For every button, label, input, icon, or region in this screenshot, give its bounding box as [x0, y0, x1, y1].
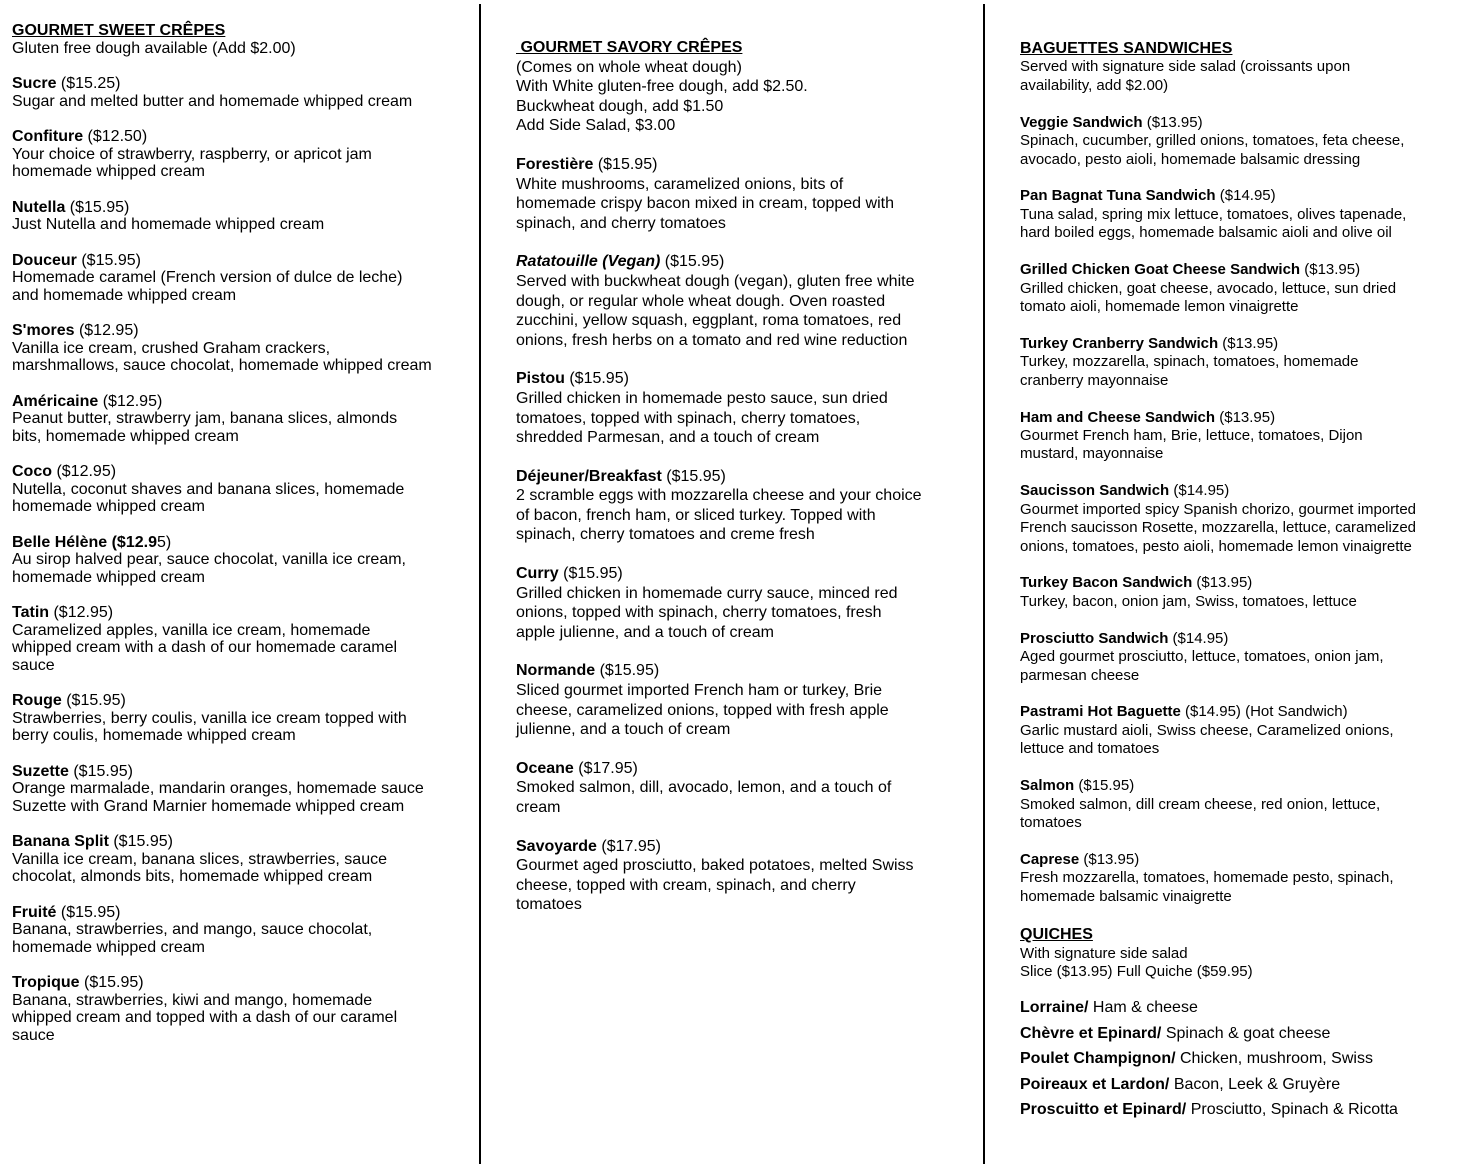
menu-item-title: [516, 837, 976, 857]
menu-item-name: Normande: [516, 662, 596, 680]
menu-item: [516, 564, 976, 642]
menu-item-price: ($13.95): [1218, 334, 1279, 352]
menu-item: [12, 534, 472, 587]
menu-item: [12, 393, 472, 446]
sweet-crepes-list: [12, 75, 472, 1044]
intro-line: Served with signature side salad (croissants upon: [1020, 58, 1351, 76]
menu-item-description: Grilled chicken, goat cheese, avocado, lettuce, sun dried tomato aioli, homemade lemon vinaigrette: [1020, 279, 1397, 315]
menu-item-description: Peanut butter, strawberry jam, banana slices, almonds bits, homemade whipped cream: [12, 410, 398, 445]
menu-item-price: ($12.95): [74, 322, 139, 339]
menu-item-description: Sliced gourmet imported French ham or turkey, Brie cheese, caramelized onions, topped with fresh apple julienne, and a touch of cream: [516, 682, 889, 739]
menu-item: [12, 763, 472, 816]
intro-line: availability, add $2.00): [1020, 76, 1169, 94]
menu-item-price: ($12.50): [83, 128, 148, 145]
quiche-item: [1020, 1097, 1465, 1123]
menu-item: [1020, 187, 1465, 242]
menu-item-name: Belle Hélène ($12.9: [12, 533, 157, 551]
menu-item-title: [12, 463, 472, 481]
menu-item-title: [1020, 261, 1465, 279]
menu-item-name: Salmon: [1020, 777, 1075, 795]
menu-item-price: ($12.95): [52, 463, 117, 480]
quiches-list: [1020, 995, 1465, 1123]
menu-item-title: [12, 322, 472, 340]
menu-item-description: Grilled chicken in homemade pesto sauce, sun dried tomatoes, topped with spinach, cherry tomatoes, shredded Parmesan, and a touch of cream: [516, 389, 888, 447]
menu-item: [516, 252, 976, 350]
quiche-item: [1020, 1072, 1465, 1098]
menu-item-description: Gourmet aged prosciutto, baked potatoes, melted Swiss cheese, topped with cream, spinach, and cherry tomatoes: [516, 857, 914, 914]
menu-item-price: ($15.95): [558, 565, 623, 583]
quiche-item: [1020, 995, 1465, 1021]
menu-item-name: Américaine: [12, 392, 99, 410]
menu-item-name: Grilled Chicken Goat Cheese Sandwich: [1020, 261, 1301, 279]
menu-item-title: [12, 692, 472, 710]
menu-item-price: ($14.95) (Hot Sandwich): [1180, 703, 1348, 721]
quiche-description: Prosciutto, Spinach & Ricotta: [1186, 1101, 1398, 1119]
menu-item-description: Your choice of strawberry, raspberry, or apricot jam homemade whipped cream: [12, 145, 372, 180]
menu-item: [516, 155, 976, 233]
menu-item-price: ($14.95): [1169, 482, 1230, 500]
menu-item: [12, 604, 472, 674]
menu-item-price: ($15.95): [1074, 777, 1135, 795]
menu-item-description: Tuna salad, spring mix lettuce, tomatoes, olives tapenade, hard boiled eggs, homemade balsamic aioli and olive oil: [1020, 205, 1407, 242]
menu-item-description: Just Nutella and homemade whipped cream: [12, 216, 325, 233]
menu-item-price: ($15.95): [68, 762, 133, 780]
sweet-crepes-intro: Gluten free dough available (Add $2.00): [12, 39, 296, 57]
menu-item-name: Sucre: [12, 75, 57, 92]
menu-item-price: ($14.95): [1168, 629, 1229, 647]
menu-item-name: Savoyarde: [516, 837, 597, 855]
menu-item-price: ($13.95): [1300, 261, 1361, 279]
menu-item-title: [1020, 574, 1465, 592]
menu-item-name: Suzette: [12, 762, 69, 780]
quiche-name: Poireaux et Lardon/: [1020, 1075, 1170, 1093]
menu-item-description: Served with buckwheat dough (vegan), gluten free white dough, or regular whole wheat dough. Oven roasted zucchini, yellow squash, eggplant, roma tomatoes, red onions, fresh herbs on a tomato and red wine reduction: [516, 272, 915, 349]
intro-line: Add Side Salad, $3.00: [516, 117, 676, 135]
menu-item-price: ($12.95): [98, 392, 163, 410]
intro-line: With signature side salad: [1020, 944, 1188, 962]
menu-item-price: ($17.95): [573, 759, 638, 777]
menu-item-name: Pistou: [516, 370, 565, 388]
menu-item-price: ($15.95): [660, 253, 725, 271]
menu-item-price: ($13.95): [1192, 574, 1253, 592]
baguettes-column: [1020, 40, 1465, 1123]
menu-item-title: [516, 759, 976, 779]
menu-item: [516, 759, 976, 818]
menu-item-description: Garlic mustard aioli, Swiss cheese, Caramelized onions, lettuce and tomatoes: [1020, 721, 1394, 758]
menu-item-price: ($15.95): [108, 833, 173, 850]
menu-item-name: Pan Bagnat Tuna Sandwich: [1020, 187, 1216, 205]
intro-line: (Comes on whole wheat dough): [516, 58, 742, 76]
menu-item-name: Tatin: [12, 604, 50, 621]
sweet-crepes-heading: GOURMET SWEET CRÊPES: [12, 22, 226, 39]
menu-item-title: [12, 904, 472, 922]
menu-item-name: Douceur: [12, 251, 77, 269]
menu-item-name: Caprese: [1020, 850, 1080, 868]
column-divider-left: [479, 4, 481, 1164]
savory-crepes-column: [516, 38, 976, 915]
intro-line: With White gluten-free dough, add $2.50.: [516, 78, 808, 96]
menu-item-price: 5): [156, 533, 172, 551]
savory-crepes-list: [516, 155, 976, 915]
menu-item: [1020, 261, 1465, 316]
menu-item: [12, 833, 472, 886]
menu-item-name: Turkey Cranberry Sandwich: [1020, 334, 1219, 352]
menu-item-title: [12, 534, 472, 552]
quiche-description: Chicken, mushroom, Swiss: [1175, 1050, 1373, 1068]
menu-item-title: [12, 974, 472, 992]
menu-item-description: Vanilla ice cream, crushed Graham crackers, marshmallows, sauce chocolat, homemade whipped cream: [12, 339, 432, 374]
menu-item-name: Prosciutto Sandwich: [1020, 629, 1169, 647]
menu-item: [1020, 574, 1465, 611]
menu-item-name: Déjeuner/Breakfast: [516, 467, 662, 485]
menu-item-description: Gourmet imported spicy Spanish chorizo, gourmet imported French saucisson Rosette, mozzarella, lettuce, caramelized onions, tomatoes, pesto aioli, homemade lemon vinaigrette: [1020, 500, 1417, 555]
quiche-name: Poulet Champignon/: [1020, 1050, 1176, 1068]
menu-item: [12, 75, 472, 110]
menu-item-title: [12, 604, 472, 622]
menu-item-title: [12, 128, 472, 146]
menu-item-title: [1020, 409, 1465, 427]
column-divider-right: [983, 4, 985, 1164]
menu-item: [12, 904, 472, 957]
menu-item-description: White mushrooms, caramelized onions, bits of homemade crispy bacon mixed in cream, topped with spinach, and cherry tomatoes: [516, 175, 894, 232]
menu-item-name: Saucisson Sandwich: [1020, 482, 1170, 500]
quiche-item: [1020, 1046, 1465, 1072]
menu-item-price: ($15.95): [593, 155, 658, 173]
menu-item-description: 2 scramble eggs with mozzarella cheese and your choice of bacon, french ham, or sliced turkey. Topped with spinach, cherry tomatoes and creme fresh: [516, 487, 922, 544]
menu-item: [1020, 630, 1465, 685]
menu-item: [1020, 114, 1465, 169]
menu-item-price: ($15.95): [564, 370, 629, 388]
menu-item-title: [1020, 114, 1465, 132]
menu-item-description: Smoked salmon, dill cream cheese, red onion, lettuce, tomatoes: [1020, 795, 1381, 831]
baguettes-list: [1020, 114, 1465, 906]
menu-item-description: Nutella, coconut shaves and banana slices, homemade homemade whipped cream: [12, 480, 405, 515]
menu-item: [516, 467, 976, 545]
menu-item-title: [516, 661, 976, 681]
menu-item: [1020, 335, 1465, 390]
menu-item-title: [1020, 482, 1465, 500]
quiche-name: Lorraine/: [1020, 999, 1089, 1017]
menu-item-name: Rouge: [12, 692, 62, 709]
menu-item-description: Au sirop halved pear, sauce chocolat, vanilla ice cream, homemade whipped cream: [12, 551, 406, 586]
intro-line: Slice ($13.95) Full Quiche ($59.95): [1020, 962, 1253, 980]
menu-item-title: [516, 564, 976, 584]
menu-item: [12, 322, 472, 375]
menu-item-description: Turkey, mozzarella, spinach, tomatoes, homemade cranberry mayonnaise: [1020, 353, 1359, 389]
menu-item: [516, 837, 976, 915]
menu-item-price: ($14.95): [1215, 187, 1276, 205]
menu-item-description: Spinach, cucumber, grilled onions, tomatoes, feta cheese, avocado, pesto aioli, homemade balsamic dressing: [1020, 132, 1405, 168]
menu-item-description: Orange marmalade, mandarin oranges, homemade sauce Suzette with Grand Marnier homemade whipped cream: [12, 780, 424, 815]
menu-item-description: Banana, strawberries, kiwi and mango, homemade whipped cream and topped with a dash of our caramel sauce: [12, 991, 398, 1044]
menu-item: [12, 128, 472, 181]
menu-item-title: [12, 199, 472, 217]
menu-item: [12, 463, 472, 516]
menu-item-description: Turkey, bacon, onion jam, Swiss, tomatoes, lettuce: [1020, 592, 1357, 610]
savory-crepes-heading: GOURMET SAVORY CRÊPES: [516, 39, 743, 56]
menu-item-name: Nutella: [12, 198, 66, 216]
menu-item-name: S'mores: [12, 322, 75, 339]
menu-item: [12, 692, 472, 745]
menu-item-name: Fruité: [12, 903, 57, 921]
menu-item-name: Curry: [516, 565, 559, 583]
menu-item-description: Sugar and melted butter and homemade whipped cream: [12, 92, 413, 110]
menu-item-name: Turkey Bacon Sandwich: [1020, 574, 1193, 592]
menu-item-price: ($13.95): [1079, 850, 1140, 868]
menu-item-price: ($13.95): [1142, 113, 1203, 131]
menu-item-title: [12, 763, 472, 781]
menu-item: [1020, 851, 1465, 906]
menu-item-name: Oceane: [516, 759, 574, 777]
menu-item-price: ($15.95): [79, 974, 144, 991]
menu-item-price: ($13.95): [1215, 408, 1276, 426]
menu-item-price: ($15.95): [76, 251, 141, 269]
sweet-crepes-column: [12, 22, 472, 1044]
menu-item-name: Coco: [12, 463, 52, 480]
menu-item: [12, 199, 472, 234]
menu-item-description: Aged gourmet prosciutto, lettuce, tomatoes, onion jam, parmesan cheese: [1020, 648, 1384, 684]
menu-item-description: Vanilla ice cream, banana slices, strawberries, sauce chocolat, almonds bits, homemade whipped cream: [12, 850, 387, 885]
baguettes-intro: [1020, 58, 1465, 95]
menu-item-price: ($12.95): [49, 604, 114, 621]
menu-item-name: Pastrami Hot Baguette: [1020, 703, 1181, 721]
quiche-item: [1020, 1021, 1465, 1047]
menu-item-description: Smoked salmon, dill, avocado, lemon, and a touch of cream: [516, 779, 892, 816]
intro-line: Buckwheat dough, add $1.50: [516, 97, 724, 115]
menu-item: [516, 661, 976, 739]
menu-item-title: [12, 252, 472, 270]
menu-item-title: [1020, 187, 1465, 205]
menu-item-title: [12, 393, 472, 411]
menu-item-description: Homemade caramel (French version of dulce de leche) and homemade whipped cream: [12, 269, 403, 304]
menu-item-description: Gourmet French ham, Brie, lettuce, tomatoes, Dijon mustard, mayonnaise: [1020, 427, 1363, 463]
menu-item-title: [1020, 630, 1465, 648]
menu-item-name: Banana Split: [12, 833, 109, 850]
savory-crepes-intro: [516, 58, 976, 136]
menu-item: [12, 252, 472, 305]
menu-item: [12, 974, 472, 1044]
quiche-description: Spinach & goat cheese: [1161, 1024, 1331, 1042]
menu-item-price: ($15.95): [65, 198, 130, 216]
menu-item-title: [1020, 777, 1465, 795]
quiche-name: Proscuitto et Epinard/: [1020, 1101, 1187, 1119]
menu-item-title: [516, 252, 976, 272]
baguettes-heading: BAGUETTES SANDWICHES: [1020, 40, 1233, 57]
menu-item-price: ($17.95): [596, 837, 661, 855]
quiche-description: Bacon, Leek & Gruyère: [1169, 1075, 1341, 1093]
menu-item-name: Veggie Sandwich: [1020, 113, 1143, 131]
menu-item-title: [1020, 851, 1465, 869]
menu-item-title: [516, 155, 976, 175]
menu-item-price: ($15.95): [56, 903, 121, 921]
menu-item-name: Tropique: [12, 974, 80, 991]
menu-item-title: [516, 467, 976, 487]
menu-item-title: [12, 833, 472, 851]
menu-item-description: Grilled chicken in homemade curry sauce, minced red onions, topped with spinach, cherry tomatoes, fresh apple julienne, and a touch of cream: [516, 584, 898, 641]
menu-item-description: Banana, strawberries, and mango, sauce chocolat, homemade whipped cream: [12, 921, 373, 956]
menu-item-title: [1020, 335, 1465, 353]
menu-item-name: Forestière: [516, 155, 594, 173]
menu-item-description: Fresh mozzarella, tomatoes, homemade pesto, spinach, homemade balsamic vinaigrette: [1020, 869, 1394, 905]
menu-item-price: ($15.95): [595, 662, 660, 680]
menu-item: [1020, 409, 1465, 464]
menu-item: [1020, 777, 1465, 832]
quiche-description: Ham & cheese: [1088, 999, 1198, 1017]
menu-item-title: [516, 369, 976, 389]
quiche-name: Chèvre et Epinard/: [1020, 1024, 1162, 1042]
menu-item-title: [12, 75, 472, 93]
menu-item-title: [1020, 703, 1465, 721]
menu-item: [516, 369, 976, 447]
menu-item-price: ($15.25): [56, 75, 121, 92]
quiches-heading: QUICHES: [1020, 926, 1093, 944]
menu-item-name: Ham and Cheese Sandwich: [1020, 408, 1216, 426]
menu-item-name: Ratatouille (Vegan): [516, 253, 661, 271]
quiches-intro: [1020, 945, 1465, 982]
menu-item-description: Caramelized apples, vanilla ice cream, homemade whipped cream with a dash of our homemade caramel sauce: [12, 621, 398, 674]
menu-item-description: Strawberries, berry coulis, vanilla ice cream topped with berry coulis, homemade whipped cream: [12, 709, 407, 744]
menu-item-name: Confiture: [12, 128, 84, 145]
menu-item: [1020, 482, 1465, 556]
menu-item-price: ($15.95): [61, 692, 126, 709]
menu-item: [1020, 703, 1465, 758]
menu-item-price: ($15.95): [661, 467, 726, 485]
